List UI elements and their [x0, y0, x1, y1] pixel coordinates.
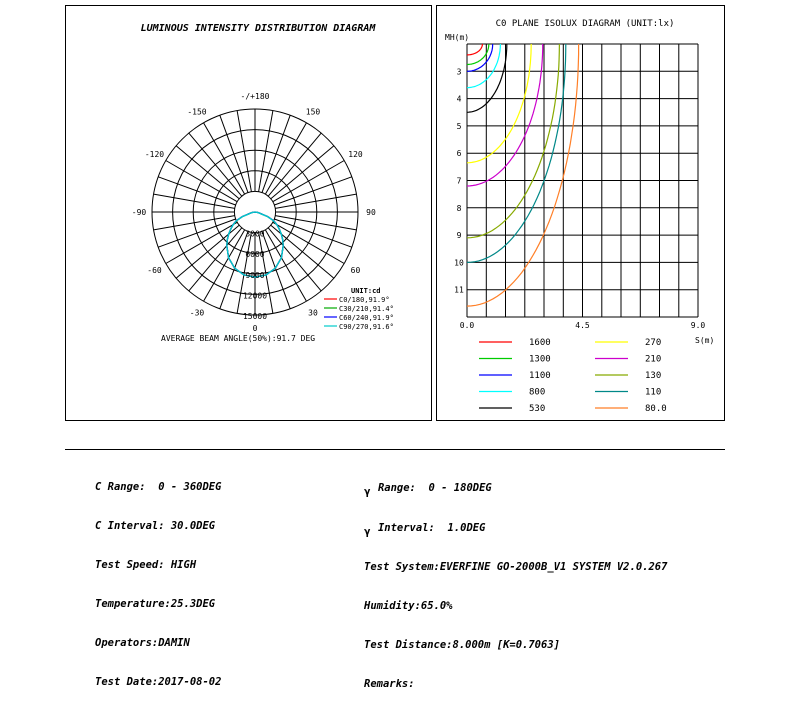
polar-grid-spoke	[220, 115, 248, 192]
info-temperature: Temperature:25.3DEG	[95, 598, 216, 610]
info-divider	[65, 449, 725, 450]
isolux-curve	[467, 44, 482, 55]
polar-angle-label: -60	[147, 266, 162, 275]
isolux-y-tick: 3	[456, 67, 462, 77]
polar-legend-label: C60/240,91.9°	[339, 314, 394, 322]
isolux-curve	[467, 44, 579, 306]
isolux-legend-label: 1600	[529, 338, 551, 348]
beam-angle-annotation: AVERAGE BEAM ANGLE(50%):91.7 DEG	[161, 334, 316, 343]
info-gamma-interval: γ Interval: 1.0DEG	[364, 522, 486, 538]
info-c-interval: C Interval: 30.0DEG	[95, 520, 216, 532]
polar-grid-spoke	[275, 194, 356, 208]
isolux-legend	[479, 338, 667, 414]
polar-angle-label: 150	[305, 107, 321, 117]
polar-angle-label: -120	[144, 150, 165, 159]
isolux-title: C0 PLANE ISOLUX DIAGRAM (UNIT:lx)	[495, 19, 675, 29]
polar-unit-label: UNIT:cd	[351, 287, 381, 295]
polar-angle-label: 120	[348, 150, 363, 159]
polar-radial-label: 9000	[245, 270, 265, 280]
polar-angle-label: 0	[252, 324, 258, 333]
info-test-distance: Test Distance:8.000m [K=0.7063]	[364, 639, 560, 651]
isolux-legend-label: 130	[645, 371, 662, 381]
info-right-column	[364, 455, 667, 704]
isolux-curves	[467, 44, 579, 306]
polar-title: LUMINOUS INTENSITY DISTRIBUTION DIAGRAM	[140, 23, 376, 34]
isolux-legend-label: 800	[529, 387, 546, 398]
isolux-curve	[467, 44, 500, 88]
isolux-curve	[467, 44, 559, 238]
isolux-grid	[467, 44, 698, 317]
isolux-y-tick: 8	[456, 203, 462, 213]
isolux-legend-label: 80.0	[645, 404, 667, 414]
info-remarks: Remarks:	[364, 678, 415, 690]
polar-angle-label: -90	[131, 208, 147, 217]
polar-legend-label: C0/180,91.9°	[339, 296, 390, 304]
polar-angle-label: -150	[187, 107, 207, 117]
isolux-legend-label: 530	[529, 404, 546, 414]
polar-angle-label: -30	[189, 308, 205, 318]
polar-grid-spoke	[274, 219, 351, 247]
polar-radial-label: 15000	[242, 312, 268, 321]
polar-angle-label: 60	[350, 266, 361, 275]
isolux-legend-label: 1300	[529, 354, 551, 365]
info-c-range: C Range: 0 - 360DEG	[95, 481, 222, 493]
polar-radial-label: 12000	[242, 291, 268, 301]
isolux-y-tick: 10	[454, 258, 464, 268]
polar-angle-label: 90	[366, 208, 376, 217]
polar-grid-spoke	[259, 111, 273, 192]
polar-grid-spoke	[154, 216, 235, 230]
isolux-y-tick: 6	[456, 149, 462, 159]
polar-grid-spoke	[275, 216, 356, 230]
isolux-y-tick: 11	[454, 285, 464, 295]
isolux-y-tick: 5	[456, 121, 462, 131]
polar-angle-label: 30	[308, 308, 318, 318]
gamma-symbol: γ	[364, 525, 371, 538]
polar-grid-spoke	[262, 115, 290, 192]
isolux-y-tick: 9	[456, 231, 462, 241]
info-test-speed: Test Speed: HIGH	[95, 559, 197, 571]
isolux-y-tick: 7	[456, 176, 462, 186]
gamma-symbol: γ	[364, 485, 371, 498]
isolux-chart	[437, 6, 724, 420]
polar-grid-spoke	[274, 177, 351, 205]
polar-legend-label: C30/210,91.4°	[339, 305, 394, 313]
info-gamma-range: γ Range: 0 - 180DEG	[364, 482, 492, 498]
polar-angle-label: -/+180	[240, 92, 270, 101]
isolux-legend-label: 270	[645, 338, 662, 348]
isolux-tick-labels	[454, 67, 705, 330]
polar-chart	[66, 6, 431, 420]
isolux-legend-label: 110	[645, 387, 662, 398]
isolux-x-tick: 0.0	[459, 321, 475, 330]
info-left-column	[95, 455, 221, 702]
isolux-x-tick: 9.0	[690, 321, 706, 330]
polar-legend-label: C90/270,91.6°	[339, 323, 394, 331]
isolux-legend-label: 210	[645, 354, 662, 365]
polar-grid-spoke	[154, 194, 235, 208]
info-operators: Operators:DAMIN	[95, 637, 190, 649]
isolux-diagram-panel	[436, 5, 725, 421]
isolux-x-axis-label: S(m)	[695, 336, 715, 345]
info-humidity: Humidity:65.0%	[364, 600, 453, 612]
isolux-y-axis-label: MH(m)	[445, 33, 470, 42]
polar-grid-spoke	[158, 177, 235, 205]
polar-radial-label: 3000	[245, 229, 265, 239]
info-test-system: Test System:EVERFINE GO-2000B_V1 SYSTEM V2.0.267	[364, 561, 668, 573]
info-test-date: Test Date:2017-08-02	[95, 676, 222, 688]
isolux-legend-label: 1100	[529, 371, 551, 381]
polar-legend	[324, 287, 394, 331]
isolux-y-tick: 4	[456, 94, 462, 104]
isolux-x-tick: 4.5	[575, 321, 590, 330]
polar-grid-spoke	[237, 111, 251, 192]
polar-diagram-panel	[65, 5, 432, 421]
polar-grid-spoke	[158, 219, 235, 247]
polar-radial-label: 6000	[245, 250, 265, 260]
